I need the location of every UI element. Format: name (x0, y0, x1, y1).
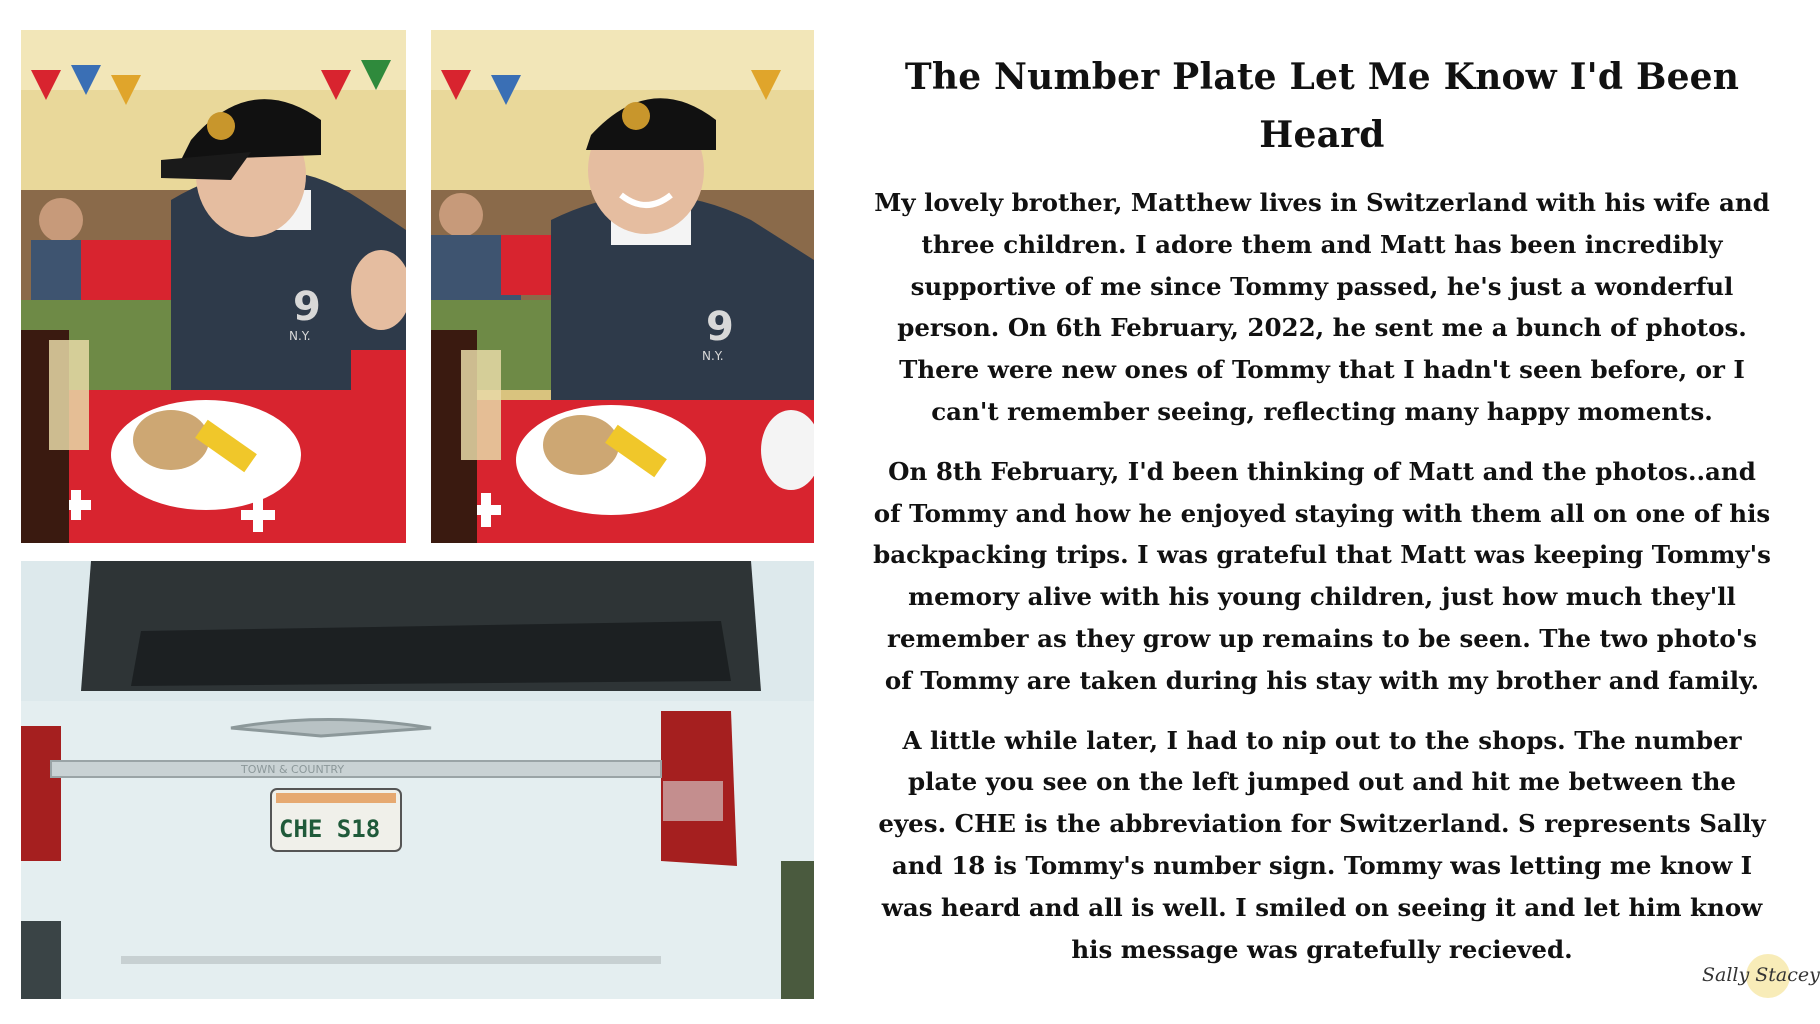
shirt-number-2: 9 (706, 304, 734, 350)
page-title: The Number Plate Let Me Know I'd Been Heard (904, 56, 1740, 156)
photo-tommy-at-table (21, 30, 406, 543)
photo-tommy-smiling (431, 30, 814, 543)
car-badge: TOWN & COUNTRY (241, 763, 345, 776)
photo-car-number-plate (21, 561, 814, 999)
photo-tommy-smiling-image (431, 30, 814, 543)
photo-car-number-plate-image (21, 561, 814, 999)
shirt-text-2: N.Y. (702, 349, 724, 363)
shirt-number: 9 (293, 284, 321, 330)
signature-text: Sally Stacey (1702, 964, 1820, 986)
paragraph-2: On 8th February, I'd been thinking of Matt and the photos..and of Tommy and how he enjoyed staying with them all on one of his backpacking trips. I was grateful that Matt was keeping Tommy's memory alive with his young children, just how much they'll remember as they grow up remains to be seen. The two photo's of Tommy are taken during his stay with my brother and family. (873, 456, 1771, 695)
photo-tommy-at-table-image (21, 30, 406, 543)
paragraph-3: A little while later, I had to nip out to the shops. The number plate you see on the left jumped out and hit me between the eyes. CHE is the abbreviation for Switzerland. S represents Sally and 18 is Tommy's number sign. Tommy was letting me know I was heard and all is well. I smiled on seeing it and let him know his message was gratefully recieved. (878, 725, 1766, 964)
article (846, 48, 1798, 988)
signature-logo (1690, 950, 1820, 1010)
shirt-text: N.Y. (289, 329, 311, 343)
plate-text: CHE S18 (279, 815, 381, 843)
paragraph-1: My lovely brother, Matthew lives in Switzerland with his wife and three children. I adore them and Matt has been incredibly supportive of me since Tommy passed, he's just a wonderful person. On 6th February, 2022, he sent me a bunch of photos. There were new ones of Tommy that I hadn't seen before, or I can't remember seeing, reflecting many happy moments. (874, 188, 1770, 426)
